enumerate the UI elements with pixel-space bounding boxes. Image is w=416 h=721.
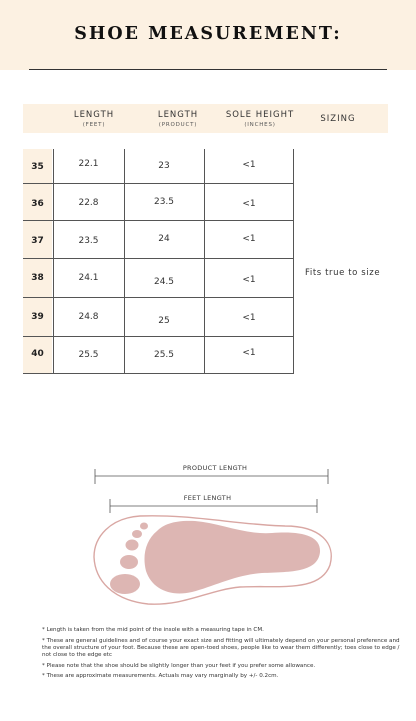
table-row (23, 336, 294, 373)
product-length-dimension-line (95, 469, 328, 484)
toe-2 (120, 555, 138, 569)
size-cell: 35 (31, 162, 44, 172)
column-header-label: SIZING (320, 113, 356, 124)
feet-length-label: FEET LENGTH (183, 494, 232, 502)
size-cell: 36 (31, 199, 44, 209)
row-divider (23, 220, 294, 221)
column-header-unit: (INCHES) (244, 121, 276, 128)
feet-length-cell: 25.5 (78, 350, 99, 360)
column-header-unit: (FEET) (82, 121, 106, 128)
size-cell: 40 (31, 349, 44, 359)
measurement-notes (42, 627, 407, 684)
feet-length-cell: 22.8 (78, 198, 99, 208)
note-item: * These are approximate measurements. Actuals may vary marginally by +/- 0.2cm. (42, 673, 279, 680)
column-divider (53, 149, 54, 373)
toe-5 (140, 523, 148, 530)
table-row (23, 186, 294, 223)
column-header-label: SOLE HEIGHT (225, 109, 295, 120)
column-divider (293, 149, 294, 373)
toe-3 (126, 540, 139, 551)
size-cell: 38 (31, 273, 44, 283)
column-header-label: LENGTH (73, 109, 115, 120)
product-length-cell: 25.5 (153, 350, 175, 360)
sole-height-cell: <1 (242, 313, 256, 323)
product-length-cell: 24 (158, 234, 170, 244)
product-length-cell: 23 (158, 161, 170, 171)
sole-height-cell: <1 (242, 160, 256, 170)
page-title: SHOE MEASUREMENT: (74, 24, 342, 44)
size-cell: 39 (31, 312, 44, 322)
column-divider (204, 149, 205, 373)
note-item: * These are general guidelines and of course your exact size and fitting will ultimately depend on your personal preference and the overall structure of your foot. Because these are open-toed shoes, people like to wear them differently; toes close to edge / not close to the edge etc (42, 637, 400, 658)
table-header (23, 104, 388, 133)
column-header-feet-length (53, 104, 135, 133)
table-row (23, 223, 294, 260)
sizing-note: Fits true to size (305, 268, 381, 278)
product-length-cell: 23.5 (153, 197, 175, 207)
foot-measurement-diagram (0, 455, 416, 615)
toe-1 (110, 574, 140, 594)
row-divider (23, 183, 294, 184)
product-length-label: PRODUCT LENGTH (182, 464, 248, 472)
feet-length-cell: 24.1 (78, 273, 99, 283)
feet-length-cell: 24.8 (78, 312, 99, 322)
note-item: * Please note that the shoe should be slightly longer than your feet if you prefer some allowance. (42, 662, 316, 669)
column-header-label: LENGTH (157, 109, 199, 120)
column-divider (124, 149, 125, 373)
row-divider (23, 336, 294, 337)
column-header-sizing (308, 104, 368, 133)
note-item: * Length is taken from the mid point of the insole with a measuring tape in CM. (42, 627, 264, 633)
size-cell: 37 (31, 236, 44, 246)
toe-4 (132, 530, 142, 538)
column-header-sole-height (210, 104, 310, 133)
sole-height-cell: <1 (242, 234, 256, 244)
table-bottom-border (23, 373, 294, 374)
row-divider (23, 297, 294, 298)
feet-length-cell: 22.1 (78, 159, 99, 169)
feet-length-cell: 23.5 (78, 236, 99, 246)
sole-height-cell: <1 (242, 275, 256, 285)
title-divider (29, 69, 387, 70)
table-row (23, 299, 294, 336)
feet-length-dimension-line (110, 499, 317, 513)
column-header-product-length (135, 104, 221, 133)
sole-height-cell: <1 (242, 199, 256, 209)
product-length-cell: 25 (158, 316, 170, 326)
table-row (23, 260, 294, 297)
product-length-cell: 24.5 (153, 277, 175, 287)
row-divider (23, 258, 294, 259)
sole-height-cell: <1 (242, 348, 256, 358)
table-row (23, 149, 294, 186)
column-header-unit: (PRODUCT) (158, 121, 198, 128)
